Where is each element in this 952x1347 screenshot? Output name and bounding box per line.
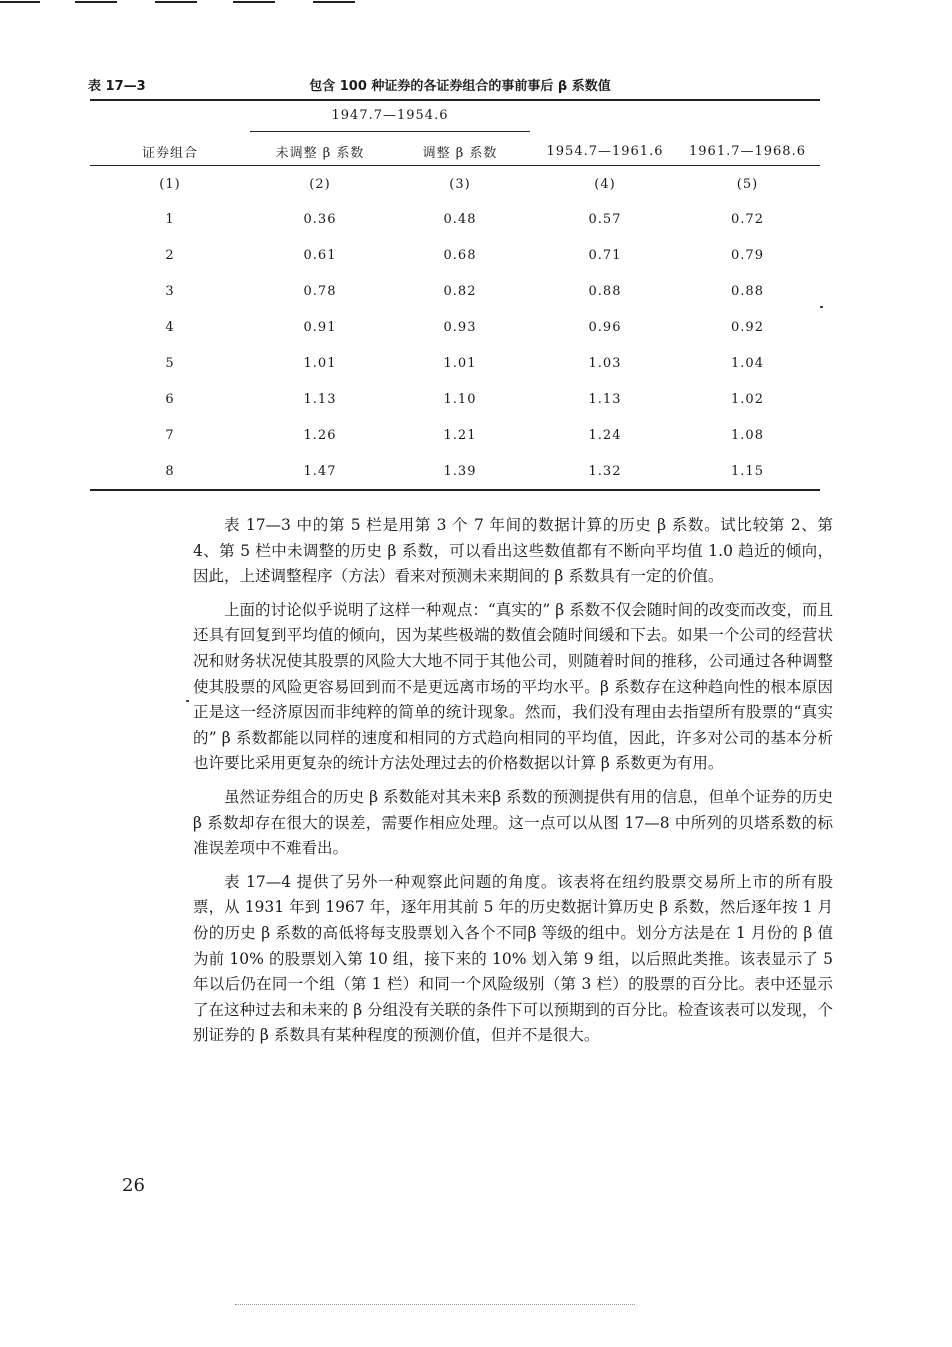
table-title: 包含 100 种证券的各证券组合的事前事后 β 系数值 — [309, 79, 611, 94]
table-cell: 2 — [165, 248, 175, 263]
table-cell: 0.57 — [588, 212, 622, 227]
table-top-rule — [90, 99, 820, 101]
paragraph: 表 17—3 中的第 5 栏是用第 3 个 7 年间的数据计算的历史 β 系数。试比较第 2、第 4、第 5 栏中未调整的历史 β 系数，可以看出这些数值都有不断向平均值 1.0 趋近的倾向，因此，上述调整程序（方法）看来对预测未来期间的 β 系数具有一定的价值。 — [193, 516, 833, 586]
table-cell: 0.88 — [731, 284, 764, 299]
table-cell: 3 — [165, 284, 175, 299]
table-cell: 1.13 — [303, 392, 337, 407]
scan-artifact — [235, 1304, 635, 1309]
scan-speck — [820, 306, 823, 308]
table-label: 表 17—3 — [88, 79, 146, 94]
table-cell: 0.92 — [731, 320, 764, 335]
scan-speck — [186, 700, 189, 702]
table-cell: 0.91 — [303, 320, 337, 335]
col-number: (4) — [594, 177, 616, 192]
table-cell: 1.15 — [731, 464, 764, 479]
page-number: 26 — [122, 1175, 145, 1196]
header-portfolio: 证券组合 — [141, 146, 198, 161]
table-cell: 0.88 — [588, 284, 622, 299]
table-cell: 1.04 — [731, 356, 764, 371]
table-cell: 1.21 — [443, 428, 477, 443]
table-cell: 5 — [165, 356, 175, 371]
table-cell: 0.79 — [731, 248, 764, 263]
table-cell: 0.36 — [303, 212, 337, 227]
table-cell: 1.02 — [731, 392, 764, 407]
table-cell: 1.03 — [588, 356, 622, 371]
table-cell: 0.71 — [588, 248, 622, 263]
col-number: (3) — [449, 177, 471, 192]
table-cell: 8 — [165, 464, 175, 479]
table-cell: 1.32 — [588, 464, 622, 479]
table-cell: 0.93 — [443, 320, 477, 335]
table-cell: 1.26 — [303, 428, 337, 443]
scan-top-marks — [0, 0, 400, 6]
table-cell: 0.78 — [303, 284, 337, 299]
header-rule — [90, 165, 820, 166]
header-period-3: 1961.7—1968.6 — [689, 144, 806, 159]
table-cell: 1 — [165, 212, 175, 227]
table-cell: 0.68 — [443, 248, 477, 263]
table-cell: 1.10 — [443, 392, 477, 407]
paragraph: 上面的讨论似乎说明了这样一种观点：“真实的” β 系数不仅会随时间的改变而改变，而且还具有回复到平均值的倾向，因为某些极端的数值会随时间缓和下去。如果一个公司的经营状况和财务状况使其股票的风险大大地不同于其他公司，则随着时间的推移，公司通过各种调整使其股票的风险更容易回到而不是更远离市场的平均水平。β 系数存在这种趋向性的根本原因正是这一经济原因而非纯粹的简单的统计现象。然而，我们没有理由去指望所有股票的“真实的” β 系数都能以同样的速度和相同的方式趋向相同的平均值，因此，许多对公司的基本分析也许要比采用更复杂的统计方法处理过去的价格数据以计算 β 系数更为有用。 — [193, 600, 833, 773]
table-cell: 6 — [165, 392, 175, 407]
header-period-2: 1954.7—1961.6 — [546, 144, 664, 159]
group-header: 1947.7—1954.6 — [331, 108, 449, 123]
header-unadjusted-beta: 未调整 β 系数 — [275, 146, 365, 161]
table-cell: 7 — [165, 428, 175, 443]
table-cell: 0.82 — [443, 284, 477, 299]
table-bottom-rule — [90, 489, 820, 491]
body-text — [193, 513, 833, 1057]
table-cell: 0.96 — [588, 320, 622, 335]
table-cell: 1.01 — [303, 356, 337, 371]
table-cell: 1.47 — [303, 464, 337, 479]
table-cell: 1.01 — [443, 356, 477, 371]
col-number: (2) — [309, 177, 331, 192]
table-cell: 1.13 — [588, 392, 622, 407]
group-underline — [250, 131, 530, 132]
table-cell: 0.48 — [443, 212, 477, 227]
col-number: (1) — [159, 177, 181, 192]
table-cell: 0.61 — [303, 248, 337, 263]
header-adjusted-beta: 调整 β 系数 — [422, 146, 498, 161]
table-cell: 4 — [165, 320, 175, 335]
table-cell: 1.08 — [731, 428, 764, 443]
col-number: (5) — [736, 177, 759, 192]
table-cell: 1.39 — [443, 464, 477, 479]
table-cell: 1.24 — [588, 428, 622, 443]
paragraph: 虽然证券组合的历史 β 系数能对其未来β 系数的预测提供有用的信息，但单个证券的历史 β 系数却存在很大的误差，需要作相应处理。这一点可以从图 17—8 中所列的贝塔系数的标准误差项中不难看出。 — [193, 787, 833, 858]
table-cell: 0.72 — [731, 212, 764, 227]
paragraph: 表 17—4 提供了另外一种观察此问题的角度。该表将在纽约股票交易所上市的所有股票，从 1931 年到 1967 年，逐年用其前 5 年的历史数据计算历史 β 系数，然后逐年按 1 月份的历史 β 系数的高低将每支股票划入各个不同β 等级的组中。划分方法是在 1 月份的 β 值为前 10% 的股票划入第 10 组，接下来的 10% 划入第 9 组，以后照此类推。该表显示了 5 年以后仍在同一个组（第 1 栏）和同一个风险级别（第 3 栏）的股票的百分比。表中还显示了在这种过去和未来的 β 分组没有关联的条件下可以预期到的百分比。检查该表可以发现，个别证券的 β 系数具有某种程度的预测价值，但并不是很大。 — [193, 872, 833, 1045]
